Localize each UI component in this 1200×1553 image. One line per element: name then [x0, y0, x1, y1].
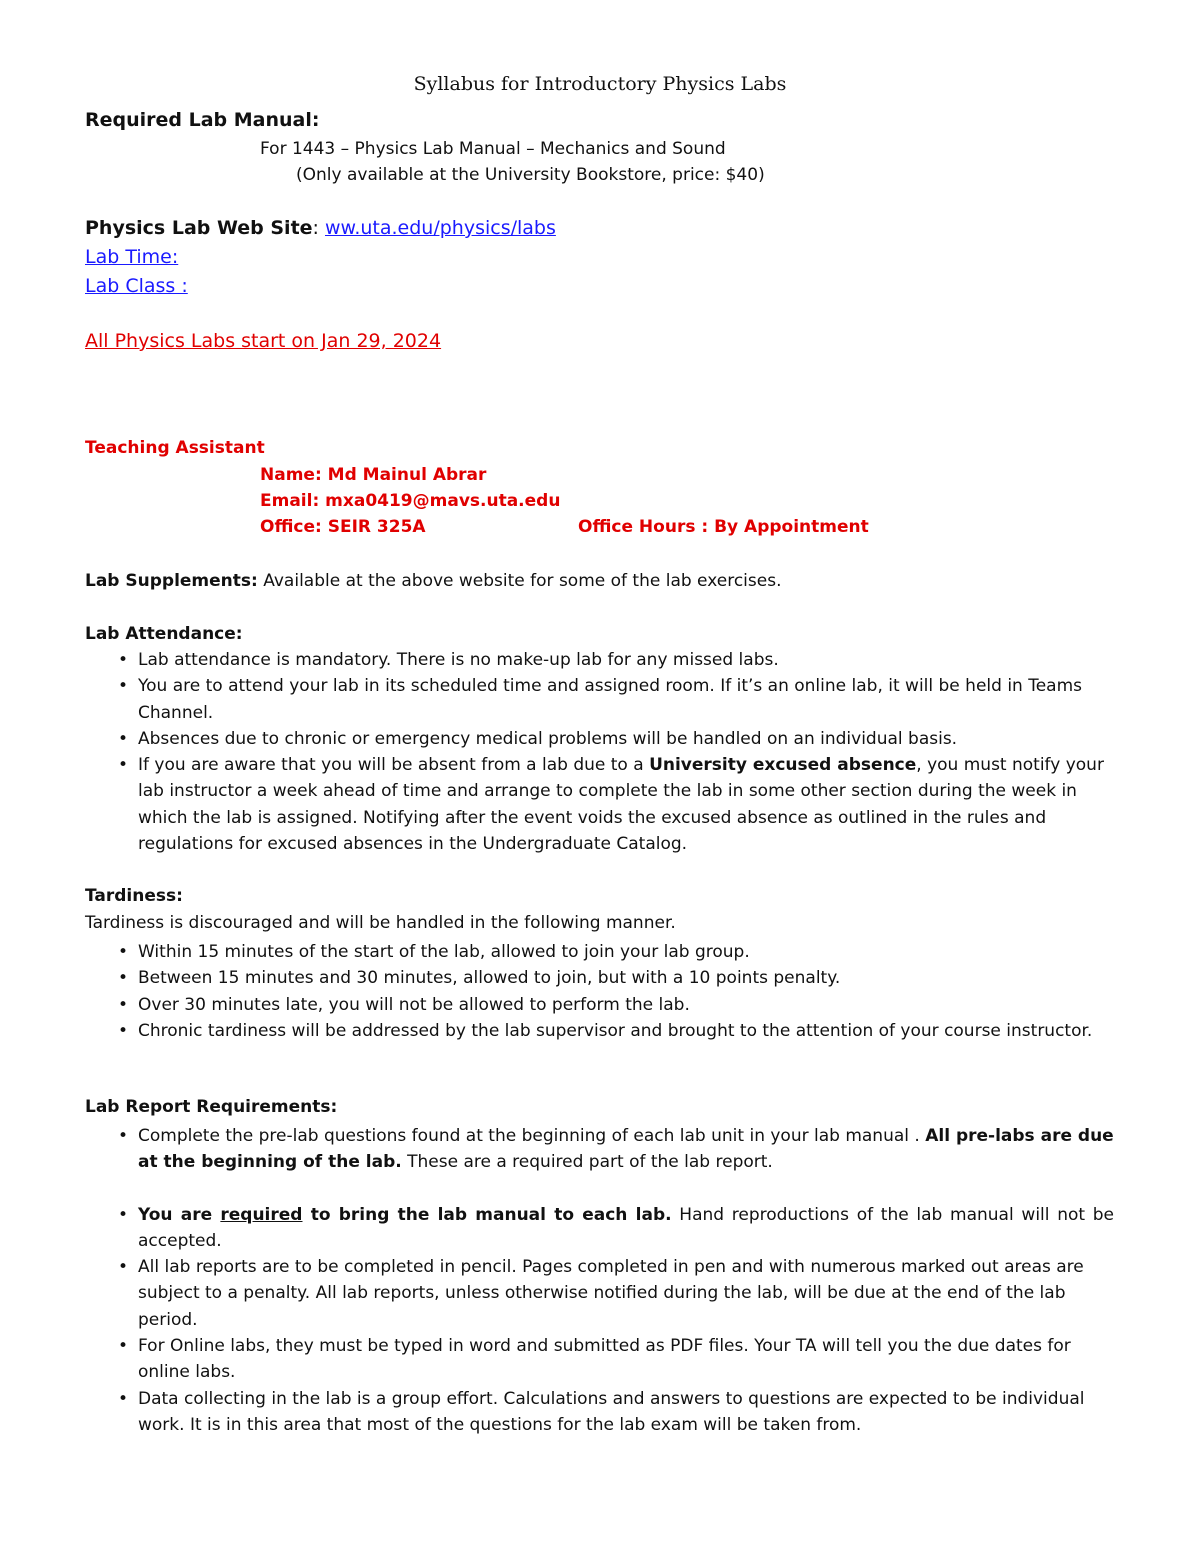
list-item: • Over 30 minutes late, you will not be allowed to perform the lab.: [110, 992, 1114, 1018]
document-title: Syllabus for Introductory Physics Labs: [413, 73, 787, 95]
tardiness-list: [110, 939, 1114, 1044]
report-item2-rest: Hand reproductions of the lab manual will not be accepted.: [138, 1204, 1114, 1251]
list-item: • All lab reports are to be completed in pencil. Pages completed in pen and with numerous marked out areas are subject to a penalty. All lab reports, unless otherwise notified during the lab, will be due at the end of the lab period.: [110, 1254, 1114, 1333]
manual-availability: (Only available at the University Bookstore, price: $40): [296, 165, 765, 185]
report-list: [110, 1123, 1114, 1438]
tardiness-intro: Tardiness is discouraged and will be handled in the following manner.: [85, 913, 676, 933]
lab-class-label: Lab Class :: [85, 275, 188, 297]
report-item1-rest: These are a required part of the lab report.: [401, 1152, 773, 1173]
required-term: required: [220, 1204, 303, 1225]
ta-email: Email: mxa0419@mavs.uta.edu: [260, 491, 561, 511]
list-item: [110, 1123, 1114, 1176]
list-item: • Within 15 minutes of the start of the lab, allowed to join your lab group.: [110, 939, 1114, 965]
ta-heading: Teaching Assistant: [85, 438, 265, 458]
list-item: • Data collecting in the lab is a group effort. Calculations and answers to questions are expected to be individual work. It is in this area that most of the questions for the lab exam will be taken from.: [110, 1386, 1114, 1439]
report-item2-text: You are: [138, 1204, 221, 1225]
ta-name: Name: Md Mainul Abrar: [260, 465, 487, 485]
lab-time-label: Lab Time:: [85, 246, 179, 268]
list-item: [110, 752, 1114, 857]
ta-office-hours: Office Hours : By Appointment: [578, 517, 869, 537]
web-site-label: Physics Lab Web Site: [85, 217, 313, 239]
web-site-link[interactable]: ww.uta.edu/physics/labs: [325, 217, 556, 239]
list-item: • Lab attendance is mandatory. There is no make-up lab for any missed labs.: [110, 647, 1114, 673]
web-site-line: [85, 217, 556, 239]
ta-office: Office: SEIR 325A: [260, 517, 426, 537]
required-manual-heading: Required Lab Manual:: [85, 109, 320, 131]
attendance-item4-rest: , you must notify your lab instructor a week ahead of time and arrange to complete the lab in some other section during the week in which the lab is assigned. Notifying after the event voids the excused absence as outlined in the rules and regulations for excused absences in the Undergraduate Catalog.: [138, 755, 1104, 855]
report-item1-text: Complete the pre-lab questions found at the beginning of each lab unit in your lab manual .: [138, 1126, 926, 1146]
tardiness-heading: Tardiness:: [85, 886, 183, 906]
list-item: • You are to attend your lab in its scheduled time and assigned room. If it’s an online lab, it will be held in Teams Channel.: [110, 673, 1114, 726]
web-site-colon: :: [312, 217, 325, 239]
supplements-text: Available at the above website for some of the lab exercises.: [257, 571, 782, 591]
list-item: • Absences due to chronic or emergency medical problems will be handled on an individual basis.: [110, 726, 1114, 752]
report-heading: Lab Report Requirements:: [85, 1097, 338, 1117]
list-item: • For Online labs, they must be typed in word and submitted as PDF files. Your TA will tell you the due dates for online labs.: [110, 1333, 1114, 1386]
supplements-label: Lab Supplements:: [85, 571, 258, 591]
attendance-heading: Lab Attendance:: [85, 624, 243, 644]
attendance-item4-text: If you are aware that you will be absent from a lab due to a: [138, 755, 650, 776]
report-item2-bold: to bring the lab manual to each lab.: [302, 1204, 672, 1225]
list-item: • Chronic tardiness will be addressed by the lab supervisor and brought to the attention of your course instructor.: [110, 1018, 1114, 1044]
excused-absence-term: University excused absence: [649, 755, 917, 776]
list-item: • Between 15 minutes and 30 minutes, allowed to join, but with a 10 points penalty.: [110, 965, 1114, 991]
attendance-list: [110, 647, 1114, 857]
list-item: [110, 1202, 1114, 1255]
supplements-line: [85, 571, 781, 591]
start-notice: All Physics Labs start on Jan 29, 2024: [85, 330, 442, 352]
prelab-due-notice: All pre-labs are due at the beginning of the lab.: [138, 1126, 1114, 1173]
manual-title: For 1443 – Physics Lab Manual – Mechanics and Sound: [260, 139, 726, 159]
